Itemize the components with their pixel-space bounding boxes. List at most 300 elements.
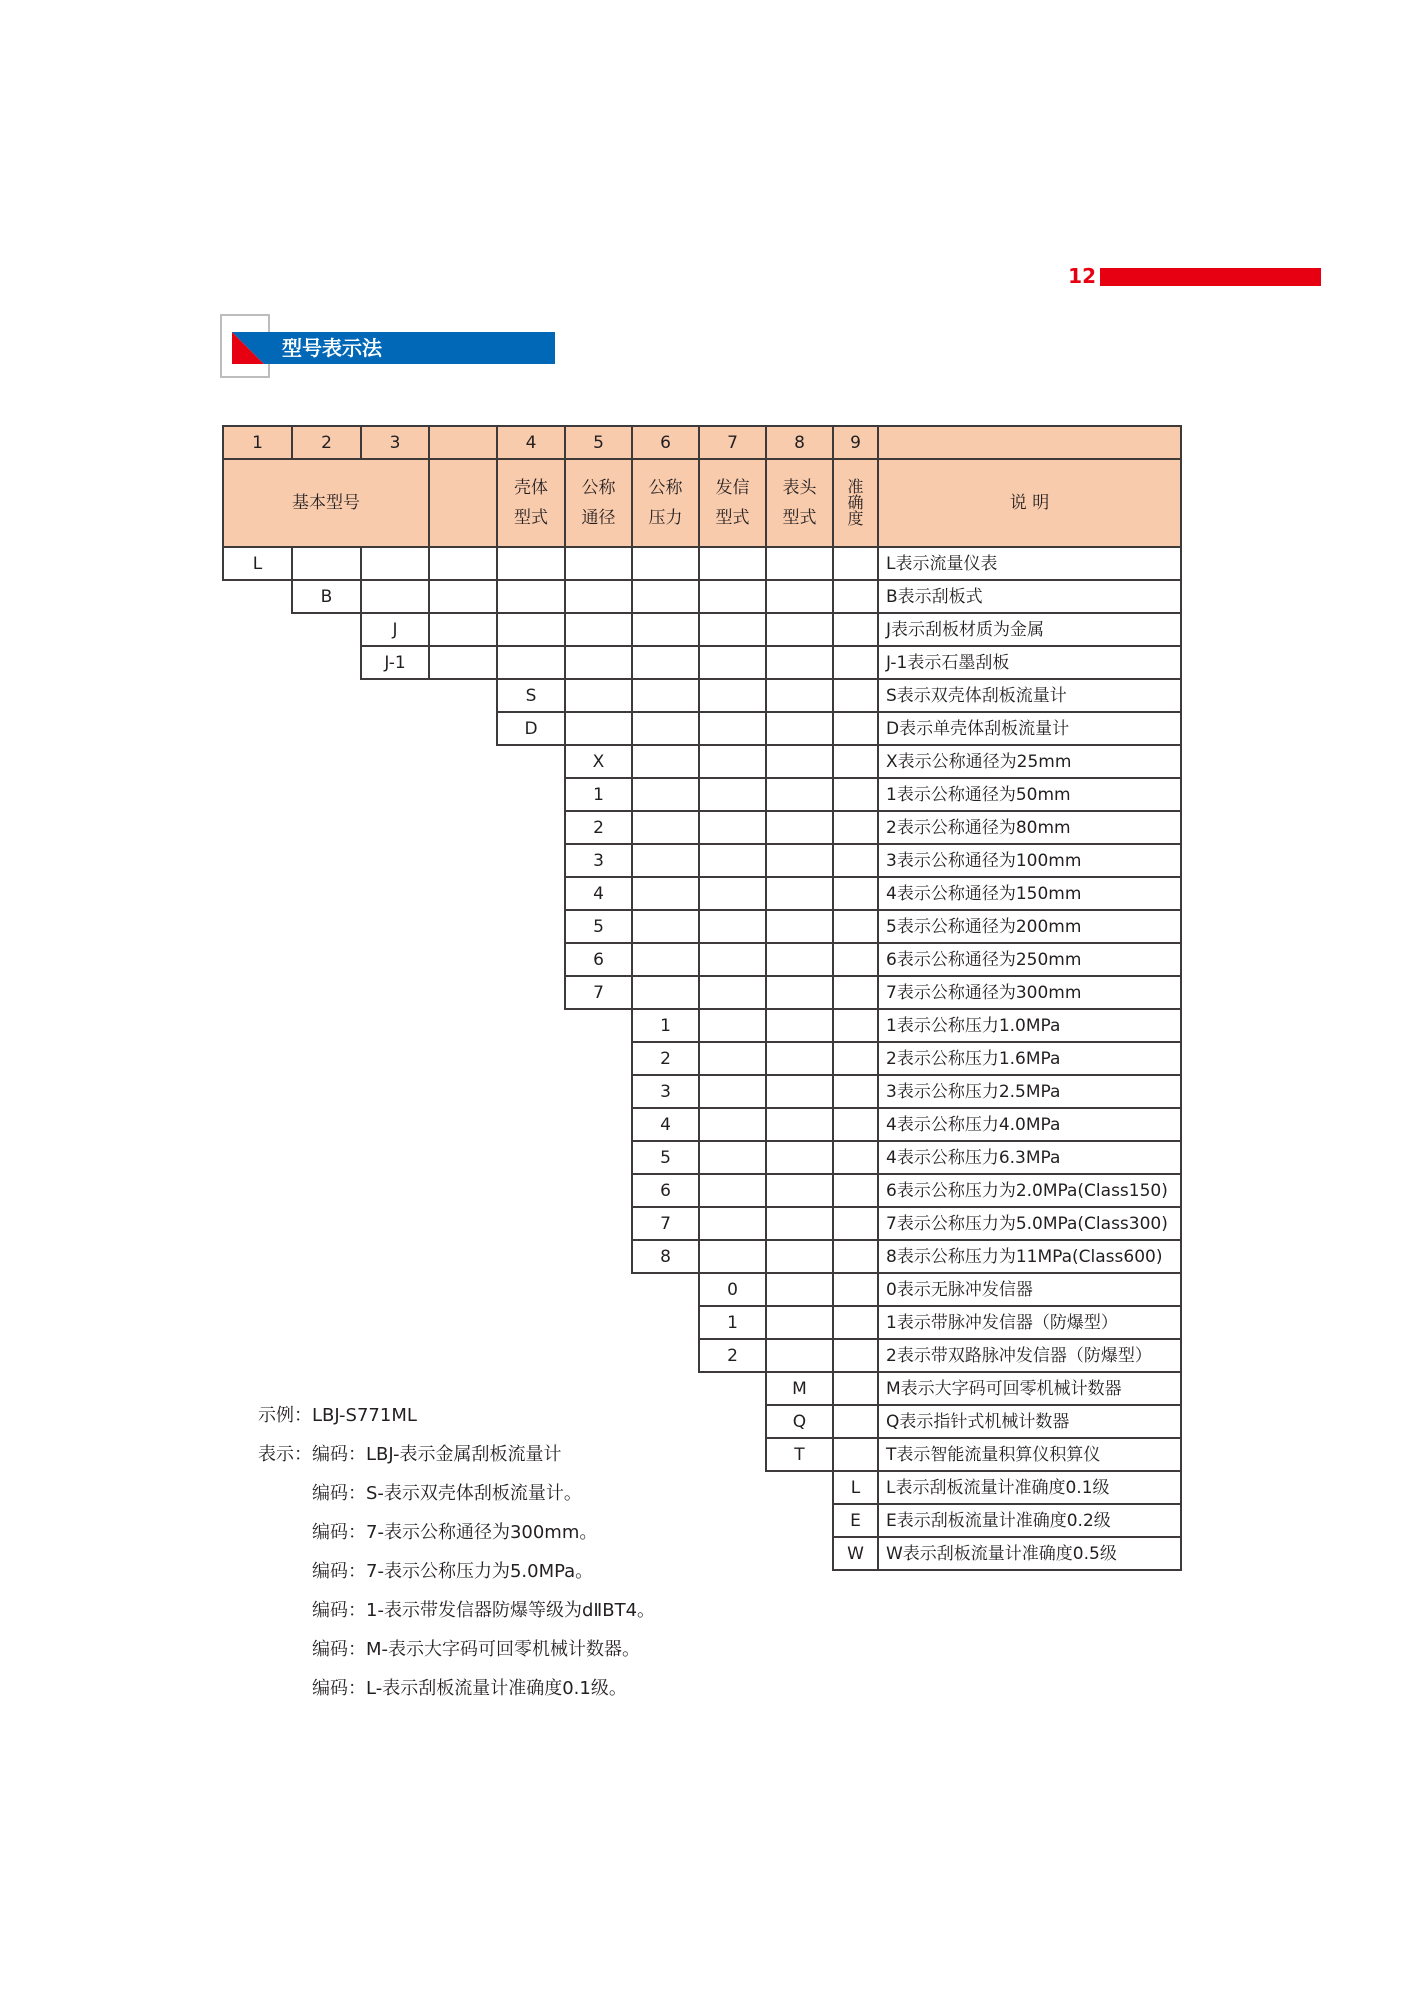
blank-cell (497, 580, 565, 613)
empty-cell (292, 943, 361, 976)
example-line: 编码：7-表示公称压力为5.0MPa。 (312, 1561, 594, 1582)
empty-cell (361, 1108, 429, 1141)
code-cell: D (497, 712, 565, 745)
empty-cell (429, 844, 497, 877)
code-cell: X (565, 745, 632, 778)
blank-cell (632, 679, 699, 712)
empty-cell (223, 1042, 292, 1075)
empty-cell (429, 943, 497, 976)
empty-cell (361, 1306, 429, 1339)
empty-cell (361, 844, 429, 877)
empty-cell (223, 613, 292, 646)
empty-cell (223, 1207, 292, 1240)
blank-cell (699, 712, 766, 745)
empty-cell (361, 1207, 429, 1240)
blank-cell (632, 877, 699, 910)
blank-cell (699, 1207, 766, 1240)
blank-cell (632, 712, 699, 745)
empty-cell (429, 1306, 497, 1339)
empty-cell (699, 1405, 766, 1438)
code-cell: B (292, 580, 361, 613)
table-row (223, 1207, 1181, 1240)
empty-cell (565, 1240, 632, 1273)
blank-cell (833, 1372, 878, 1405)
blank-cell (766, 1207, 833, 1240)
blank-cell (766, 1306, 833, 1339)
description-cell: 2表示带双路脉冲发信器（防爆型） (878, 1339, 1181, 1372)
empty-cell (497, 1108, 565, 1141)
blank-cell (565, 646, 632, 679)
table-row (223, 1141, 1181, 1174)
header-register-type: 表头 型式 (766, 459, 833, 547)
empty-cell (292, 778, 361, 811)
empty-cell (361, 910, 429, 943)
blank-cell (699, 943, 766, 976)
empty-cell (292, 910, 361, 943)
empty-cell (361, 679, 429, 712)
header-number: 6 (632, 426, 699, 459)
table-row (223, 1042, 1181, 1075)
table-row (223, 1240, 1181, 1273)
header-description: 说 明 (878, 459, 1181, 547)
blank-cell (833, 613, 878, 646)
blank-cell (699, 1009, 766, 1042)
empty-cell (361, 1273, 429, 1306)
empty-cell (223, 679, 292, 712)
description-cell: 6表示公称压力为2.0MPa(Class150) (878, 1174, 1181, 1207)
empty-cell (223, 1075, 292, 1108)
description-cell: 4表示公称压力6.3MPa (878, 1141, 1181, 1174)
empty-cell (223, 976, 292, 1009)
description-cell: 6表示公称通径为250mm (878, 943, 1181, 976)
empty-cell (429, 712, 497, 745)
empty-cell (429, 1207, 497, 1240)
page-number-bar (1100, 268, 1321, 286)
blank-cell (833, 778, 878, 811)
description-cell: 0表示无脉冲发信器 (878, 1273, 1181, 1306)
code-cell: 1 (632, 1009, 699, 1042)
header-nominal-diameter: 公称 通径 (565, 459, 632, 547)
empty-cell (292, 712, 361, 745)
blank-cell (632, 547, 699, 580)
code-cell: M (766, 1372, 833, 1405)
empty-cell (565, 1273, 632, 1306)
empty-cell (361, 712, 429, 745)
empty-cell (565, 1108, 632, 1141)
empty-cell (497, 745, 565, 778)
blank-cell (833, 679, 878, 712)
description-cell: 3表示公称压力2.5MPa (878, 1075, 1181, 1108)
description-cell: L表示流量仪表 (878, 547, 1181, 580)
code-cell: 1 (565, 778, 632, 811)
table-row (223, 943, 1181, 976)
empty-cell (292, 1141, 361, 1174)
example-block (258, 1396, 655, 1708)
empty-cell (223, 910, 292, 943)
blank-cell (699, 844, 766, 877)
blank-cell (699, 745, 766, 778)
example-line: 编码：M-表示大字码可回零机械计数器。 (312, 1639, 641, 1660)
empty-cell (292, 1075, 361, 1108)
code-cell: 2 (632, 1042, 699, 1075)
blank-cell (699, 646, 766, 679)
blank-cell (699, 580, 766, 613)
table-row (223, 1339, 1181, 1372)
blank-cell (833, 1306, 878, 1339)
description-cell: 1表示带脉冲发信器（防爆型） (878, 1306, 1181, 1339)
code-cell: 4 (632, 1108, 699, 1141)
example-line: 编码：7-表示公称通径为300mm。 (312, 1522, 598, 1543)
description-cell: X表示公称通径为25mm (878, 745, 1181, 778)
code-cell: J-1 (361, 646, 429, 679)
blank-cell (833, 1405, 878, 1438)
description-cell: W表示刮板流量计准确度0.5级 (878, 1537, 1181, 1570)
description-cell: 4表示公称通径为150mm (878, 877, 1181, 910)
blank-cell (766, 976, 833, 1009)
description-cell: M表示大字码可回零机械计数器 (878, 1372, 1181, 1405)
blank-cell (766, 910, 833, 943)
empty-cell (223, 877, 292, 910)
blank-cell (766, 943, 833, 976)
empty-cell (565, 1207, 632, 1240)
blank-cell (766, 547, 833, 580)
blank-cell (699, 1240, 766, 1273)
header-number: 4 (497, 426, 565, 459)
empty-cell (699, 1537, 766, 1570)
blank-cell (833, 943, 878, 976)
table-row (223, 877, 1181, 910)
empty-cell (497, 1075, 565, 1108)
header-accuracy: 准 确 度 (833, 459, 878, 547)
blank-cell (833, 1042, 878, 1075)
blank-cell (699, 910, 766, 943)
empty-cell (497, 1273, 565, 1306)
empty-cell (292, 745, 361, 778)
code-cell: Q (766, 1405, 833, 1438)
empty-cell (223, 1273, 292, 1306)
code-cell: 6 (632, 1174, 699, 1207)
table-row (223, 679, 1181, 712)
blank-cell (565, 613, 632, 646)
empty-cell (429, 1141, 497, 1174)
empty-cell (497, 910, 565, 943)
table-row (223, 976, 1181, 1009)
blank-cell (565, 547, 632, 580)
blank-cell (699, 811, 766, 844)
empty-cell (361, 1075, 429, 1108)
header-blank (429, 459, 497, 547)
code-cell: L (223, 547, 292, 580)
empty-cell (497, 976, 565, 1009)
code-cell: 7 (632, 1207, 699, 1240)
empty-cell (292, 877, 361, 910)
description-cell: 3表示公称通径为100mm (878, 844, 1181, 877)
blank-cell (833, 1438, 878, 1471)
table-row (223, 778, 1181, 811)
blank-cell (766, 811, 833, 844)
blank-cell (699, 547, 766, 580)
blank-cell (429, 646, 497, 679)
empty-cell (429, 1240, 497, 1273)
blank-cell (292, 547, 361, 580)
blank-cell (699, 1141, 766, 1174)
code-cell: L (833, 1471, 878, 1504)
description-cell: 2表示公称通径为80mm (878, 811, 1181, 844)
empty-cell (497, 1306, 565, 1339)
header-number: 8 (766, 426, 833, 459)
blank-cell (565, 712, 632, 745)
blank-cell (699, 976, 766, 1009)
table-row (223, 745, 1181, 778)
example-line: 表示：编码：LBJ-表示金属刮板流量计 (258, 1444, 562, 1465)
blank-cell (766, 1042, 833, 1075)
header-basic-model: 基本型号 (223, 459, 429, 547)
empty-cell (429, 1339, 497, 1372)
empty-cell (497, 811, 565, 844)
empty-cell (497, 778, 565, 811)
empty-cell (292, 613, 361, 646)
blank-cell (766, 712, 833, 745)
description-cell: Q表示指针式机械计数器 (878, 1405, 1181, 1438)
empty-cell (223, 1009, 292, 1042)
table-row (223, 580, 1181, 613)
empty-cell (292, 1273, 361, 1306)
empty-cell (497, 1339, 565, 1372)
empty-cell (766, 1537, 833, 1570)
description-cell: B表示刮板式 (878, 580, 1181, 613)
empty-cell (361, 745, 429, 778)
description-cell: D表示单壳体刮板流量计 (878, 712, 1181, 745)
blank-cell (833, 1141, 878, 1174)
empty-cell (429, 811, 497, 844)
blank-cell (766, 745, 833, 778)
blank-cell (833, 877, 878, 910)
code-cell: 0 (699, 1273, 766, 1306)
header-shell-type: 壳体 型式 (497, 459, 565, 547)
blank-cell (429, 547, 497, 580)
empty-cell (429, 976, 497, 1009)
blank-cell (766, 679, 833, 712)
blank-cell (833, 976, 878, 1009)
empty-cell (429, 1273, 497, 1306)
blank-cell (833, 1207, 878, 1240)
empty-cell (223, 811, 292, 844)
blank-cell (429, 580, 497, 613)
empty-cell (497, 844, 565, 877)
empty-cell (429, 1108, 497, 1141)
empty-cell (223, 1174, 292, 1207)
blank-cell (766, 1009, 833, 1042)
empty-cell (766, 1471, 833, 1504)
blank-cell (766, 646, 833, 679)
empty-cell (223, 1240, 292, 1273)
blank-cell (766, 1240, 833, 1273)
blank-cell (497, 547, 565, 580)
blank-cell (632, 745, 699, 778)
code-cell: 3 (632, 1075, 699, 1108)
table-row (223, 1174, 1181, 1207)
empty-cell (565, 1339, 632, 1372)
empty-cell (292, 1174, 361, 1207)
blank-cell (699, 679, 766, 712)
page-number: 12 (1068, 264, 1096, 288)
example-line: 编码：S-表示双壳体刮板流量计。 (312, 1483, 582, 1504)
example-line: 编码：1-表示带发信器防爆等级为dⅡBT4。 (312, 1600, 656, 1621)
empty-cell (223, 745, 292, 778)
empty-cell (766, 1504, 833, 1537)
empty-cell (361, 976, 429, 1009)
empty-cell (632, 1273, 699, 1306)
empty-cell (429, 877, 497, 910)
blank-cell (766, 1075, 833, 1108)
code-cell: 7 (565, 976, 632, 1009)
blank-cell (766, 1339, 833, 1372)
empty-cell (429, 1174, 497, 1207)
blank-cell (361, 580, 429, 613)
table-row (223, 646, 1181, 679)
empty-cell (429, 778, 497, 811)
table-row (223, 613, 1181, 646)
code-cell: 5 (565, 910, 632, 943)
empty-cell (429, 1009, 497, 1042)
table-row (223, 1108, 1181, 1141)
empty-cell (565, 1141, 632, 1174)
empty-cell (361, 877, 429, 910)
blank-cell (833, 712, 878, 745)
empty-cell (699, 1504, 766, 1537)
table-row (223, 1075, 1181, 1108)
empty-cell (223, 778, 292, 811)
blank-cell (699, 1108, 766, 1141)
empty-cell (699, 1471, 766, 1504)
empty-cell (497, 1141, 565, 1174)
empty-cell (429, 1042, 497, 1075)
table-row (223, 1009, 1181, 1042)
section-header-bar (232, 332, 555, 364)
code-cell: S (497, 679, 565, 712)
header-number (429, 426, 497, 459)
empty-cell (497, 1009, 565, 1042)
section-title: 型号表示法 (282, 336, 382, 360)
empty-cell (361, 1339, 429, 1372)
description-cell: E表示刮板流量计准确度0.2级 (878, 1504, 1181, 1537)
empty-cell (429, 1075, 497, 1108)
empty-cell (699, 1372, 766, 1405)
header-number: 1 (223, 426, 292, 459)
empty-cell (361, 811, 429, 844)
blank-cell (833, 1108, 878, 1141)
blank-cell (497, 613, 565, 646)
empty-cell (292, 1240, 361, 1273)
code-cell: 2 (565, 811, 632, 844)
description-cell: J-1表示石墨刮板 (878, 646, 1181, 679)
blank-cell (699, 877, 766, 910)
blank-cell (833, 580, 878, 613)
empty-cell (223, 1108, 292, 1141)
empty-cell (565, 1042, 632, 1075)
blank-cell (699, 1075, 766, 1108)
blank-cell (632, 778, 699, 811)
empty-cell (497, 1174, 565, 1207)
empty-cell (429, 679, 497, 712)
blank-cell (632, 844, 699, 877)
empty-cell (361, 1141, 429, 1174)
empty-cell (292, 976, 361, 1009)
empty-cell (292, 1042, 361, 1075)
blank-cell (766, 877, 833, 910)
code-cell: 1 (699, 1306, 766, 1339)
description-cell: 8表示公称压力为11MPa(Class600) (878, 1240, 1181, 1273)
description-cell: 1表示公称压力1.0MPa (878, 1009, 1181, 1042)
header-label-row (223, 459, 1181, 547)
empty-cell (223, 580, 292, 613)
blank-cell (833, 844, 878, 877)
empty-cell (223, 1339, 292, 1372)
blank-cell (699, 1042, 766, 1075)
header-number: 2 (292, 426, 361, 459)
header-number-row (223, 426, 1181, 459)
header-number: 3 (361, 426, 429, 459)
table-row (223, 1273, 1181, 1306)
blank-cell (833, 1075, 878, 1108)
header-number: 5 (565, 426, 632, 459)
table-row (223, 1306, 1181, 1339)
blank-cell (565, 679, 632, 712)
example-line: 编码：L-表示刮板流量计准确度0.1级。 (312, 1678, 627, 1699)
empty-cell (429, 910, 497, 943)
blank-cell (699, 1174, 766, 1207)
empty-cell (699, 1438, 766, 1471)
blank-cell (766, 613, 833, 646)
blank-cell (833, 1240, 878, 1273)
description-cell: 4表示公称压力4.0MPa (878, 1108, 1181, 1141)
empty-cell (429, 745, 497, 778)
blank-cell (766, 580, 833, 613)
empty-cell (292, 844, 361, 877)
code-cell: 2 (699, 1339, 766, 1372)
blank-cell (632, 646, 699, 679)
table-row (223, 844, 1181, 877)
empty-cell (361, 778, 429, 811)
empty-cell (292, 646, 361, 679)
empty-cell (497, 1240, 565, 1273)
blank-cell (833, 1339, 878, 1372)
code-cell: J (361, 613, 429, 646)
blank-cell (833, 1009, 878, 1042)
blank-cell (766, 844, 833, 877)
empty-cell (292, 811, 361, 844)
blank-cell (766, 778, 833, 811)
empty-cell (223, 646, 292, 679)
empty-cell (361, 1174, 429, 1207)
code-cell: 5 (632, 1141, 699, 1174)
empty-cell (292, 1009, 361, 1042)
example-title: 示例：LBJ-S771ML (258, 1405, 417, 1426)
empty-cell (292, 1306, 361, 1339)
blank-cell (632, 580, 699, 613)
description-cell: 2表示公称压力1.6MPa (878, 1042, 1181, 1075)
blank-cell (833, 910, 878, 943)
empty-cell (361, 943, 429, 976)
table-row (223, 910, 1181, 943)
blank-cell (632, 943, 699, 976)
header-nominal-pressure: 公称 压力 (632, 459, 699, 547)
empty-cell (565, 1009, 632, 1042)
empty-cell (632, 1306, 699, 1339)
section-corner-icon (232, 332, 264, 364)
empty-cell (361, 1240, 429, 1273)
blank-cell (833, 811, 878, 844)
